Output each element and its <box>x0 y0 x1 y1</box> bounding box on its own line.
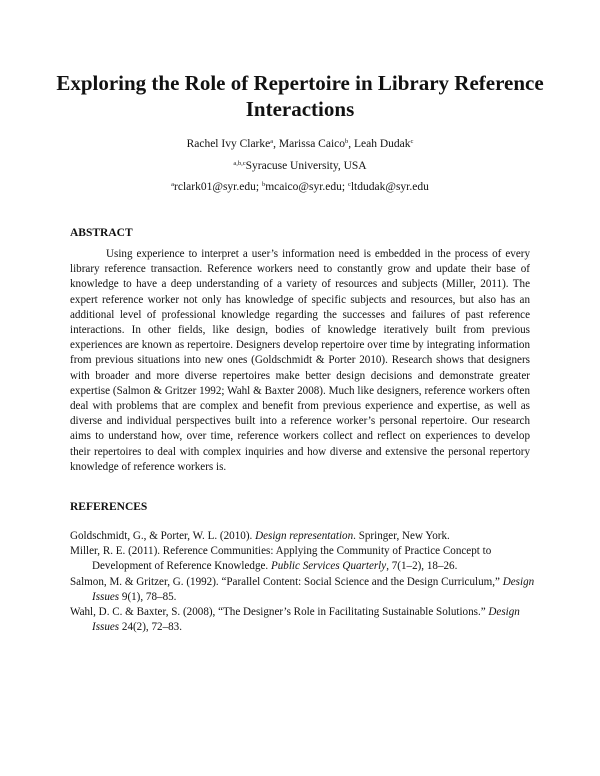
reference-list <box>70 529 540 635</box>
author-superscript: a <box>270 138 274 145</box>
reference-italic: Design representation <box>255 530 354 542</box>
separator: , <box>273 138 279 150</box>
email-address: rclark01@syr.edu <box>174 181 256 193</box>
email-line <box>40 180 560 194</box>
references-heading: REFERENCES <box>70 501 148 513</box>
affiliation-line <box>40 159 560 173</box>
email <box>262 181 348 193</box>
email-address: mcaico@syr.edu <box>265 181 342 193</box>
email-superscript: c <box>347 181 351 188</box>
paper-title: Exploring the Role of Repertoire in Library Reference Interactions <box>56 71 544 121</box>
reference-text: Goldschmidt, G., & Porter, W. L. (2010). <box>70 530 256 542</box>
author-name: Marissa Caico <box>278 138 345 150</box>
author-name: Leah Dudak <box>354 138 411 150</box>
reference-text: Wahl, D. C. & Baxter, S. (2008), “The Designer’s Role in Facilitating Sustainable Solutions.” <box>70 606 489 619</box>
abstract-body: Using experience to interpret a user’s information need is embedded in the process of every library reference transaction. Reference workers need to constantly grow and update their base of knowledge to have a deep understanding of a variety of resources and subjects (Miller, 2011). The expert reference worker not only has knowledge of specific subjects and resources, but also has an additional level of professional knowledge regarding the successes and failures of past reference interactions. In other fields, like design, bodies of knowledge iteratively built from previous experiences are known as repertoire. Designers develop repertoire over time by integrating information from previous situations into new ones (Goldschmidt & Porter 2010). Research shows that designers with broader and more diverse repertoires make better design decisions and demonstrate greater expertise (Salmon & Gritzer 1992; Wahl & Baxter 2008). Much like designers, reference workers often deal with problems that are complex and benefit from previous experience and expertise, as well as diverse and individual perspectives built into a reference worker’s personal repertoire. Our research aims to understand how, over time, reference workers collect and reflect on experiences to develop their repertoires to deal with complex inquiries and how diverse and extensive the personal repertory knowledge of reference workers is. <box>70 248 530 473</box>
author-superscript: c <box>410 138 414 145</box>
author <box>279 138 354 150</box>
reference-item <box>70 605 540 635</box>
author-line <box>40 137 560 151</box>
email <box>348 181 429 193</box>
author-superscript: b <box>345 138 349 145</box>
separator: ; <box>341 181 348 193</box>
separator: , <box>348 138 354 150</box>
reference-italic: Public Services Quarterly <box>270 560 387 573</box>
reference-item <box>70 575 540 605</box>
email <box>171 181 262 193</box>
author-name: Rachel Ivy Clarke <box>186 138 271 150</box>
reference-text: Miller, R. E. (2011). Reference Communities: Applying the Community of Practice Concept to Development of Reference Knowledge. <box>70 545 492 573</box>
reference-text: . Springer, New York. <box>353 530 450 542</box>
reference-italic: Design Issues <box>92 606 520 634</box>
reference-text: 9(1), 78–85. <box>119 590 177 603</box>
affiliation-superscript: a,b,c <box>233 160 246 167</box>
abstract-heading: ABSTRACT <box>70 227 133 239</box>
reference-text: , 7(1–2), 18–26. <box>386 560 458 573</box>
author <box>354 138 413 150</box>
reference-item <box>70 529 540 544</box>
reference-text: 24(2), 72–83. <box>119 621 182 634</box>
reference-italic: Design Issues <box>92 575 535 603</box>
email-address: ltdudak@syr.edu <box>350 181 429 193</box>
email-superscript: a <box>171 181 175 188</box>
reference-item <box>70 544 540 574</box>
separator: ; <box>255 181 262 193</box>
email-superscript: b <box>261 181 266 188</box>
affiliation-text: Syracuse University, USA <box>245 160 367 172</box>
reference-text: Salmon, M. & Gritzer, G. (1992). “Parallel Content: Social Science and the Design Curriculum,” <box>70 575 503 588</box>
author <box>187 138 279 150</box>
